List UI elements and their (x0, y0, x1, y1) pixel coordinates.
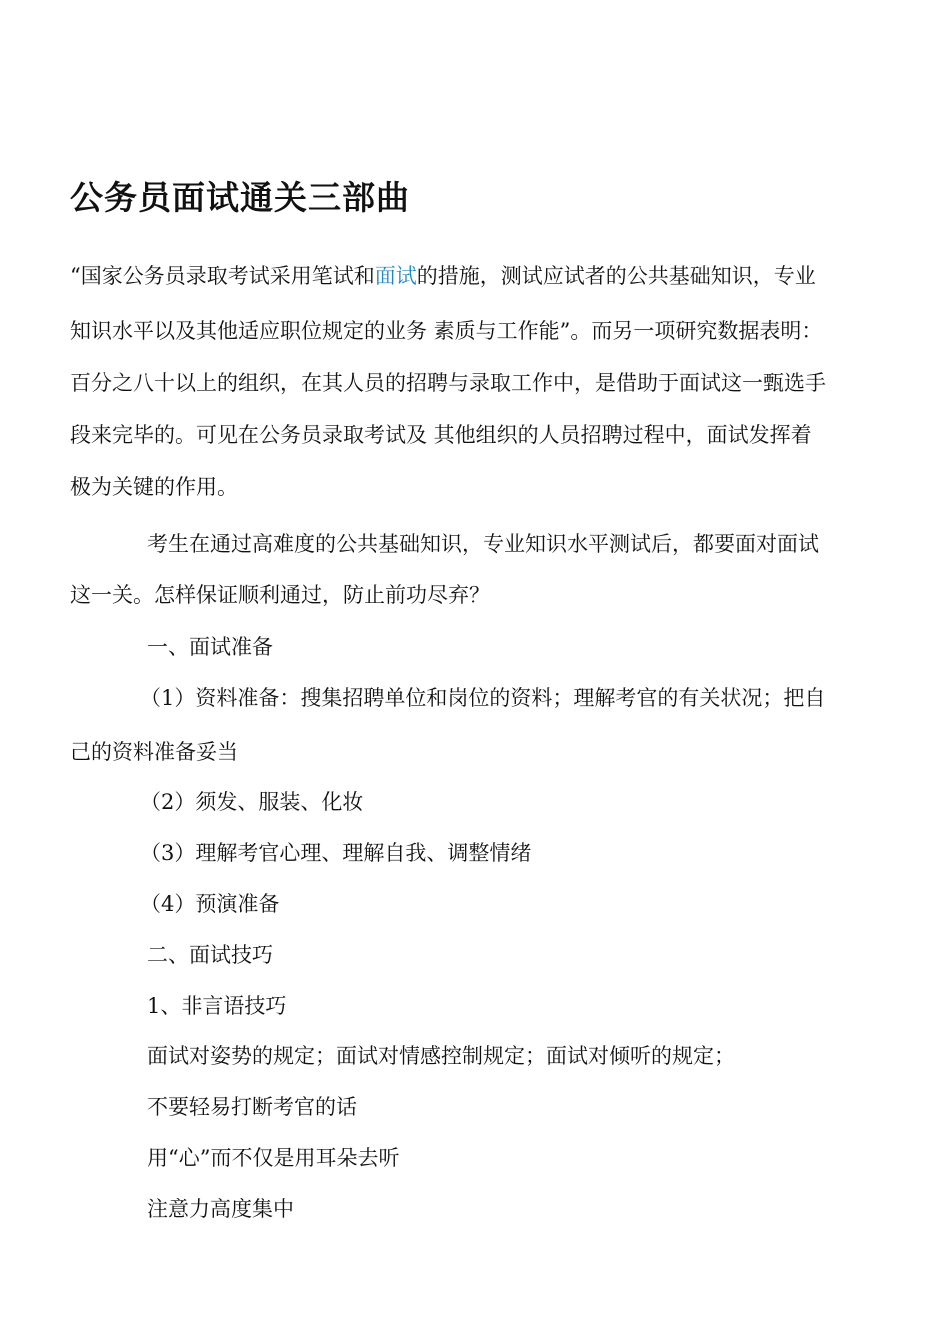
section1-item-4: （4）预演准备 (140, 892, 280, 916)
section2-line-1: 面试对姿势的规定；面试对情感控制规定；面试对倾听的规定； (147, 1044, 735, 1068)
section1-item-2: （2）须发、服装、化妆 (140, 790, 364, 814)
intro-line-5: 极为关键的作用。 (70, 475, 238, 499)
para2-line-2: 这一关。怎样保证顺利通过，防止前功尽弃？ (70, 583, 490, 607)
section2-line-4: 注意力高度集中 (147, 1197, 294, 1221)
section1-heading: 一、面试准备 (147, 635, 273, 659)
intro-line-3: 百分之八十以上的组织，在其人员的招聘与录取工作中，是借助于面试这一甄选手 (70, 371, 826, 395)
section1-item-3: （3）理解考官心理、理解自我、调整情绪 (140, 841, 532, 865)
section2-heading: 二、面试技巧 (147, 943, 273, 967)
section2-line-2: 不要轻易打断考官的话 (147, 1095, 357, 1119)
section2-subheading-1: 1、非言语技巧 (147, 994, 287, 1018)
interview-link[interactable]: 面试 (374, 264, 417, 288)
intro-line-2: 知识水平以及其他适应职位规定的业务 素质与工作能”。而另一项研究数据表明： (70, 319, 823, 343)
intro-line-4: 段来完毕的。可见在公务员录取考试及 其他组织的人员招聘过程中，面试发挥着 (70, 423, 812, 447)
page-title: 公务员面试通关三部曲 (70, 178, 410, 217)
intro-line-1 (70, 250, 816, 302)
section2-line-3: 用“心”而不仅是用耳朵去听 (147, 1146, 400, 1170)
para2-line-1: 考生在通过高难度的公共基础知识，专业知识水平测试后，都要面对面试 (147, 532, 819, 556)
section1-item-1-line-1: （1）资料准备：搜集招聘单位和岗位的资料；理解考官的有关状况；把自 (140, 686, 826, 710)
intro-text-before-link: “国家公务员录取考试采用笔试和 (70, 264, 375, 288)
section1-item-1-line-2: 己的资料准备妥当 (70, 740, 238, 764)
intro-text-after-link: 的措施，测试应试者的公共基础知识，专业 (416, 264, 816, 288)
